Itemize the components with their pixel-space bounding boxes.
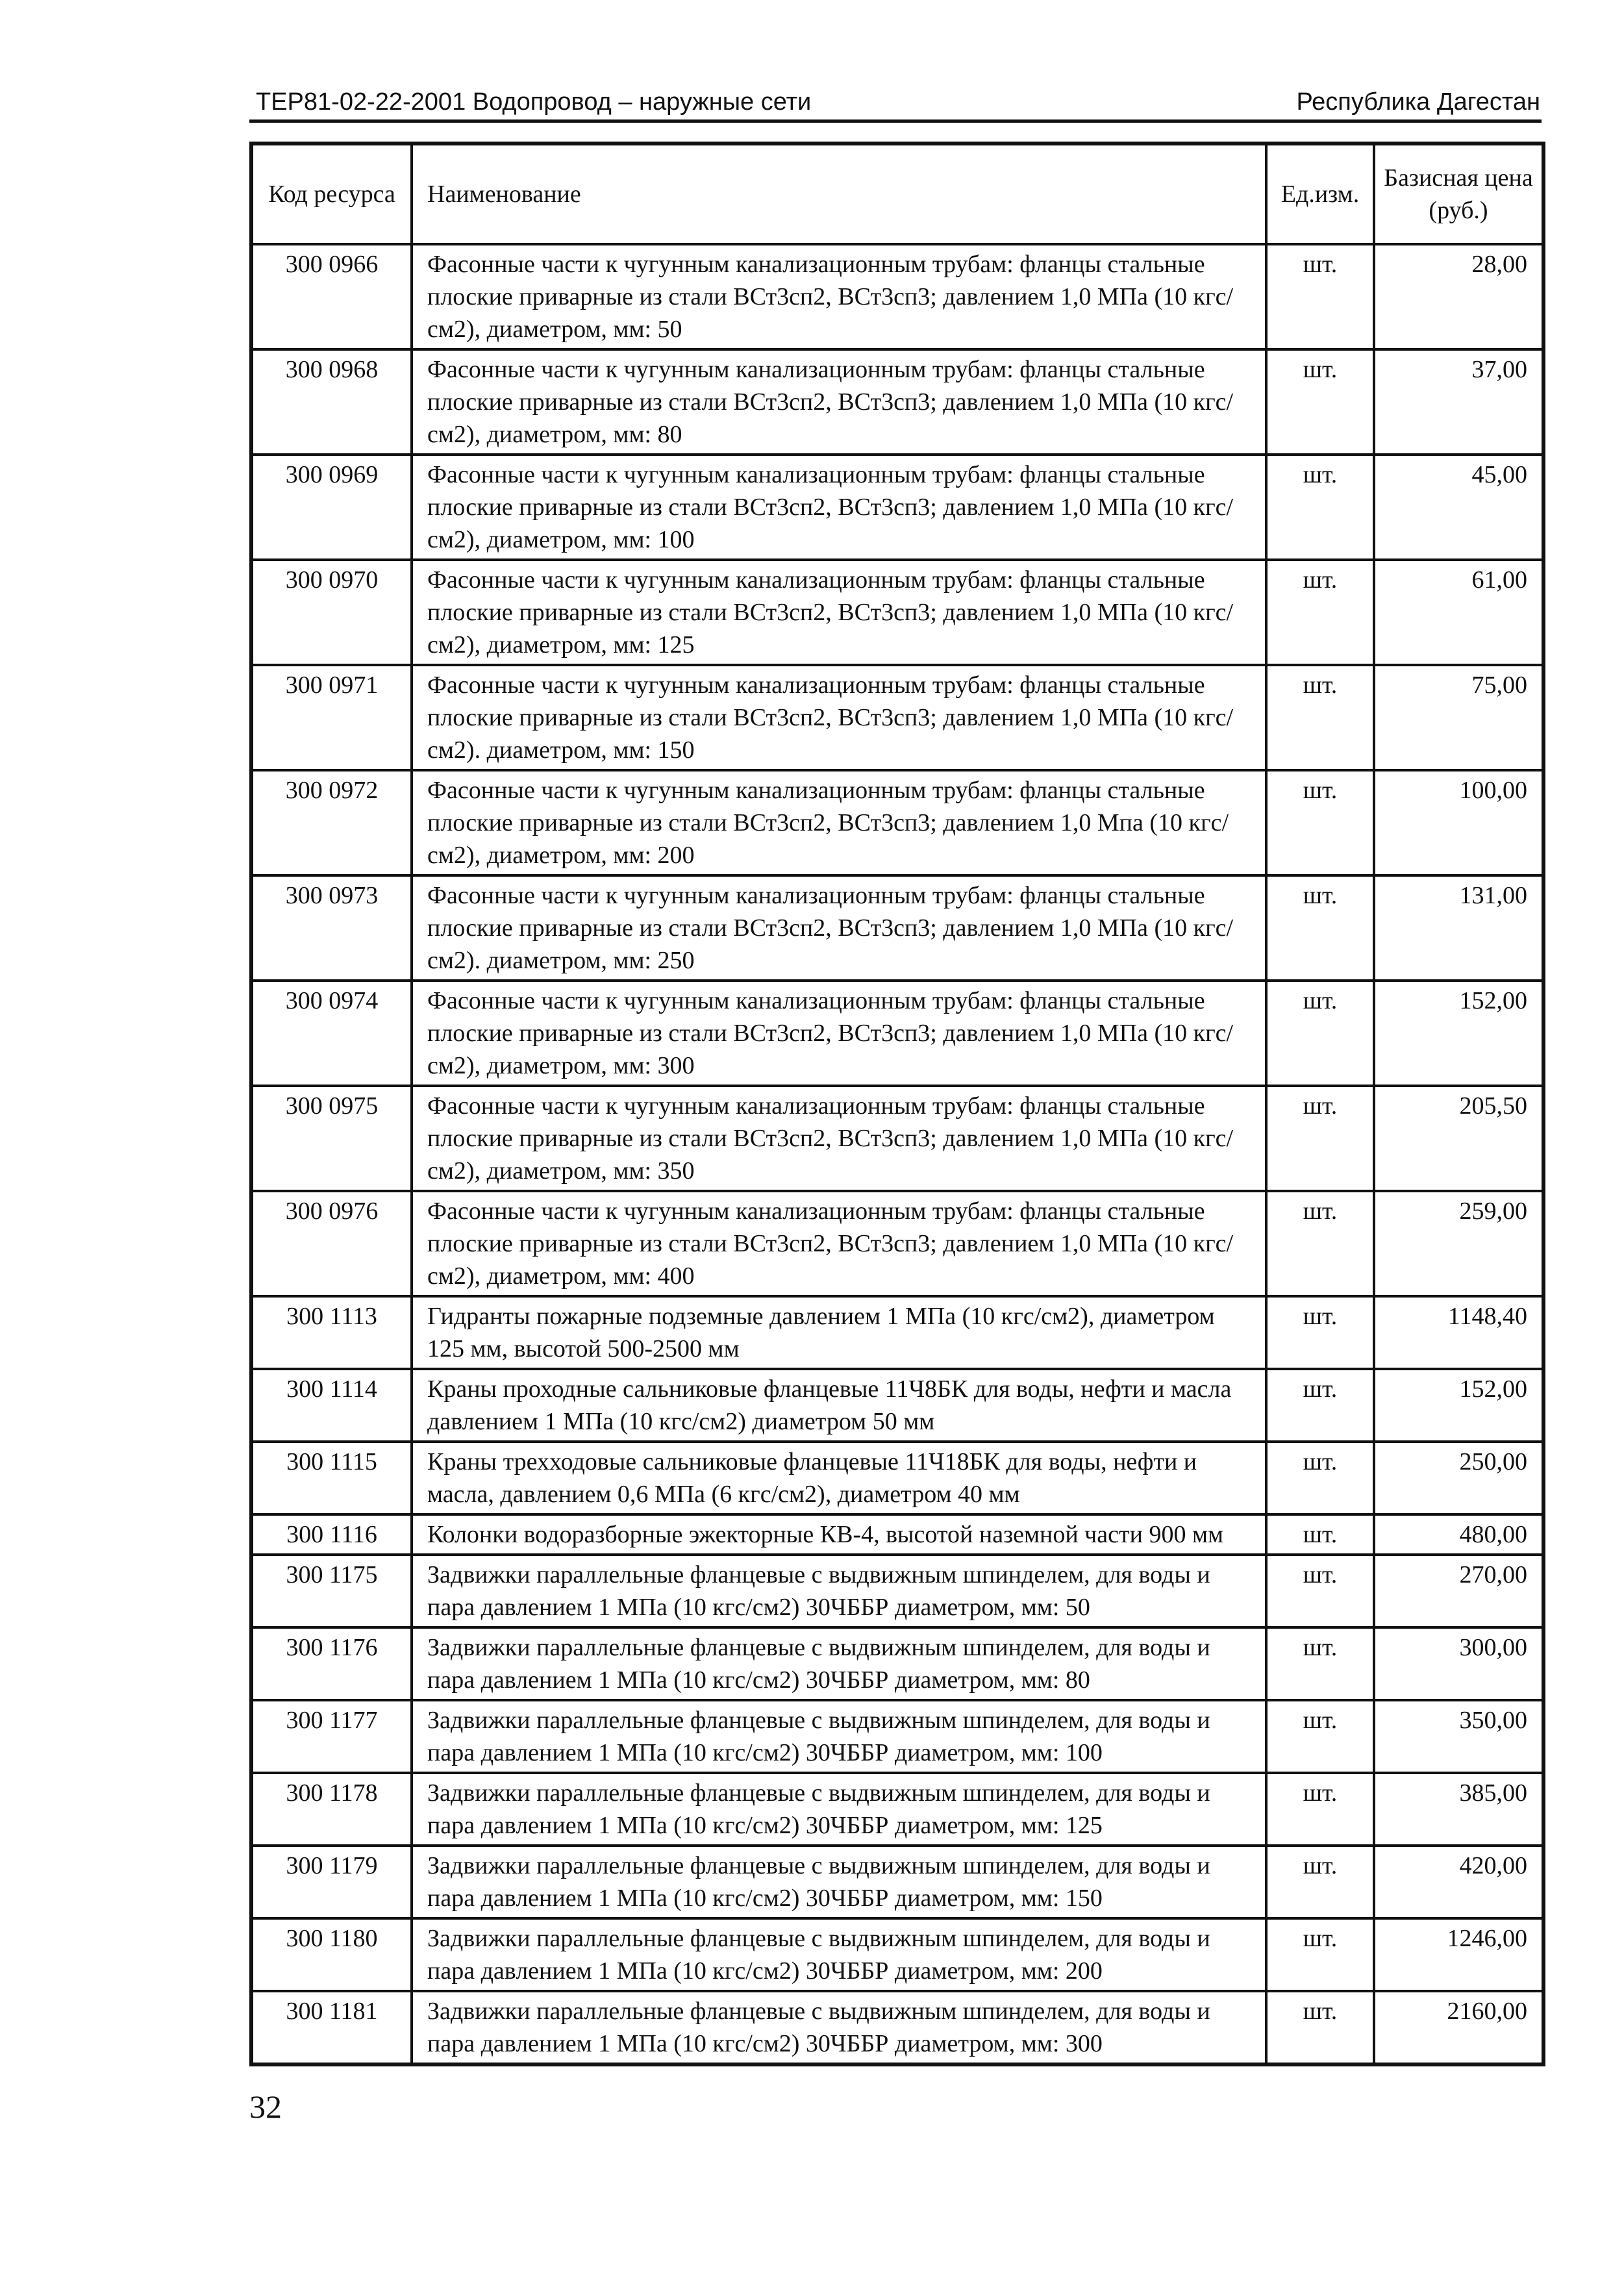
cell-unit: шт. <box>1266 1991 1374 2064</box>
cell-resource-code: 300 1178 <box>251 1773 412 1846</box>
cell-unit: шт. <box>1266 770 1374 875</box>
cell-base-price: 61,00 <box>1374 560 1543 665</box>
cell-unit: шт. <box>1266 244 1374 349</box>
cell-unit: шт. <box>1266 1918 1374 1991</box>
cell-resource-name: Задвижки параллельные фланцевые с выдвижным шпинделем, для воды и пара давлением 1 МПа (10 кгс/см2) 30ЧББР диаметром, мм: 200 <box>412 1918 1266 1991</box>
cell-unit: шт. <box>1266 560 1374 665</box>
table-row <box>251 455 1543 560</box>
table-row <box>251 770 1543 875</box>
cell-base-price: 420,00 <box>1374 1846 1543 1918</box>
cell-resource-name: Фасонные части к чугунным канализационным трубам: фланцы стальные плоские приварные из стали ВСт3сп2, ВСт3сп3; давлением 1,0 Мпа (10 кгс/см2), диаметром, мм: 200 <box>412 770 1266 875</box>
cell-unit: шт. <box>1266 1627 1374 1700</box>
cell-unit: шт. <box>1266 1296 1374 1369</box>
table-row <box>251 1514 1543 1555</box>
cell-base-price: 152,00 <box>1374 981 1543 1086</box>
cell-unit: шт. <box>1266 1514 1374 1555</box>
running-header <box>249 82 1542 123</box>
cell-unit: шт. <box>1266 1846 1374 1918</box>
table-row <box>251 981 1543 1086</box>
cell-unit: шт. <box>1266 1086 1374 1191</box>
cell-base-price: 385,00 <box>1374 1773 1543 1846</box>
cell-base-price: 480,00 <box>1374 1514 1543 1555</box>
cell-resource-code: 300 0971 <box>251 665 412 770</box>
cell-unit: шт. <box>1266 1369 1374 1442</box>
cell-unit: шт. <box>1266 1442 1374 1514</box>
cell-resource-code: 300 1180 <box>251 1918 412 1991</box>
cell-resource-name: Задвижки параллельные фланцевые с выдвижным шпинделем, для воды и пара давлением 1 МПа (10 кгс/см2) 30ЧББР диаметром, мм: 150 <box>412 1846 1266 1918</box>
cell-resource-name: Фасонные части к чугунным канализационным трубам: фланцы стальные плоские приварные из стали ВСт3сп2, ВСт3сп3; давлением 1,0 МПа (10 кгс/см2), диаметром, мм: 50 <box>412 244 1266 349</box>
cell-resource-name: Фасонные части к чугунным канализационным трубам: фланцы стальные плоские приварные из стали ВСт3сп2, ВСт3сп3; давлением 1,0 МПа (10 кгс/см2), диаметром, мм: 100 <box>412 455 1266 560</box>
cell-base-price: 259,00 <box>1374 1191 1543 1296</box>
table-row <box>251 1991 1543 2064</box>
cell-unit: шт. <box>1266 1773 1374 1846</box>
cell-base-price: 131,00 <box>1374 875 1543 981</box>
cell-resource-name: Фасонные части к чугунным канализационным трубам: фланцы стальные плоские приварные из стали ВСт3сп2, ВСт3сп3; давлением 1,0 МПа (10 кгс/см2). диаметром, мм: 150 <box>412 665 1266 770</box>
cell-base-price: 1246,00 <box>1374 1918 1543 1991</box>
column-header-unit: Ед.изм. <box>1266 144 1374 244</box>
document-title: ТЕР81-02-22-2001 Водопровод – наружные сети <box>256 88 812 116</box>
table-row <box>251 1555 1543 1627</box>
cell-unit: шт. <box>1266 875 1374 981</box>
table-row <box>251 1086 1543 1191</box>
cell-resource-name: Фасонные части к чугунным канализационным трубам: фланцы стальные плоские приварные из стали ВСт3сп2, ВСт3сп3; давлением 1,0 МПа (10 кгс/см2), диаметром, мм: 80 <box>412 349 1266 455</box>
cell-resource-code: 300 0976 <box>251 1191 412 1296</box>
table-row <box>251 1918 1543 1991</box>
table-row <box>251 1369 1543 1442</box>
cell-resource-code: 300 1113 <box>251 1296 412 1369</box>
cell-resource-name: Краны проходные сальниковые фланцевые 11Ч8БК для воды, нефти и масла давлением 1 МПа (10 кгс/см2) диаметром 50 мм <box>412 1369 1266 1442</box>
cell-base-price: 270,00 <box>1374 1555 1543 1627</box>
cell-resource-code: 300 0970 <box>251 560 412 665</box>
cell-base-price: 152,00 <box>1374 1369 1543 1442</box>
cell-resource-code: 300 0974 <box>251 981 412 1086</box>
table-row <box>251 244 1543 349</box>
cell-resource-name: Задвижки параллельные фланцевые с выдвижным шпинделем, для воды и пара давлением 1 МПа (10 кгс/см2) 30ЧББР диаметром, мм: 100 <box>412 1700 1266 1773</box>
cell-base-price: 100,00 <box>1374 770 1543 875</box>
table-row <box>251 1191 1543 1296</box>
table-row <box>251 560 1543 665</box>
cell-resource-code: 300 1179 <box>251 1846 412 1918</box>
cell-resource-code: 300 0968 <box>251 349 412 455</box>
cell-resource-code: 300 0972 <box>251 770 412 875</box>
table-row <box>251 1627 1543 1700</box>
cell-resource-code: 300 1176 <box>251 1627 412 1700</box>
table-row <box>251 349 1543 455</box>
cell-base-price: 350,00 <box>1374 1700 1543 1773</box>
table-row <box>251 1773 1543 1846</box>
cell-resource-name: Задвижки параллельные фланцевые с выдвижным шпинделем, для воды и пара давлением 1 МПа (10 кгс/см2) 30ЧББР диаметром, мм: 80 <box>412 1627 1266 1700</box>
cell-resource-code: 300 0966 <box>251 244 412 349</box>
cell-unit: шт. <box>1266 981 1374 1086</box>
table-row <box>251 1442 1543 1514</box>
cell-base-price: 300,00 <box>1374 1627 1543 1700</box>
cell-unit: шт. <box>1266 349 1374 455</box>
cell-resource-name: Фасонные части к чугунным канализационным трубам: фланцы стальные плоские приварные из стали ВСт3сп2, ВСт3сп3; давлением 1,0 МПа (10 кгс/см2). диаметром, мм: 250 <box>412 875 1266 981</box>
cell-resource-name: Фасонные части к чугунным канализационным трубам: фланцы стальные плоские приварные из стали ВСт3сп2, ВСт3сп3; давлением 1,0 МПа (10 кгс/см2), диаметром, мм: 400 <box>412 1191 1266 1296</box>
cell-resource-code: 300 1177 <box>251 1700 412 1773</box>
cell-base-price: 28,00 <box>1374 244 1543 349</box>
cell-resource-name: Гидранты пожарные подземные давлением 1 МПа (10 кгс/см2), диаметром 125 мм, высотой 500-2500 мм <box>412 1296 1266 1369</box>
cell-unit: шт. <box>1266 1191 1374 1296</box>
table-header-row <box>251 144 1543 244</box>
cell-resource-name: Фасонные части к чугунным канализационным трубам: фланцы стальные плоские приварные из стали ВСт3сп2, ВСт3сп3; давлением 1,0 МПа (10 кгс/см2), диаметром, мм: 300 <box>412 981 1266 1086</box>
cell-resource-name: Краны трехходовые сальниковые фланцевые 11Ч18БК для воды, нефти и масла, давлением 0,6 МПа (6 кгс/см2), диаметром 40 мм <box>412 1442 1266 1514</box>
resource-price-table <box>249 142 1545 2066</box>
cell-resource-code: 300 1115 <box>251 1442 412 1514</box>
column-header-code: Код ресурса <box>251 144 412 244</box>
table-row <box>251 1846 1543 1918</box>
column-header-name: Наименование <box>412 144 1266 244</box>
cell-unit: шт. <box>1266 1700 1374 1773</box>
table-body <box>251 244 1543 2064</box>
table-row <box>251 665 1543 770</box>
cell-resource-name: Задвижки параллельные фланцевые с выдвижным шпинделем, для воды и пара давлением 1 МПа (10 кгс/см2) 30ЧББР диаметром, мм: 50 <box>412 1555 1266 1627</box>
cell-resource-code: 300 0969 <box>251 455 412 560</box>
cell-resource-name: Задвижки параллельные фланцевые с выдвижным шпинделем, для воды и пара давлением 1 МПа (10 кгс/см2) 30ЧББР диаметром, мм: 300 <box>412 1991 1266 2064</box>
table-row <box>251 1700 1543 1773</box>
cell-unit: шт. <box>1266 665 1374 770</box>
table-row <box>251 1296 1543 1369</box>
cell-resource-name: Фасонные части к чугунным канализационным трубам: фланцы стальные плоские приварные из стали ВСт3сп2, ВСт3сп3; давлением 1,0 МПа (10 кгс/см2), диаметром, мм: 125 <box>412 560 1266 665</box>
cell-unit: шт. <box>1266 455 1374 560</box>
cell-resource-code: 300 0975 <box>251 1086 412 1191</box>
cell-base-price: 205,50 <box>1374 1086 1543 1191</box>
cell-base-price: 1148,40 <box>1374 1296 1543 1369</box>
cell-resource-code: 300 1114 <box>251 1369 412 1442</box>
cell-base-price: 37,00 <box>1374 349 1543 455</box>
cell-base-price: 2160,00 <box>1374 1991 1543 2064</box>
cell-resource-name: Фасонные части к чугунным канализационным трубам: фланцы стальные плоские приварные из стали ВСт3сп2, ВСт3сп3; давлением 1,0 МПа (10 кгс/см2), диаметром, мм: 350 <box>412 1086 1266 1191</box>
column-header-price: Базисная цена (руб.) <box>1374 144 1543 244</box>
table-row <box>251 875 1543 981</box>
cell-unit: шт. <box>1266 1555 1374 1627</box>
cell-resource-code: 300 1181 <box>251 1991 412 2064</box>
cell-resource-code: 300 1175 <box>251 1555 412 1627</box>
cell-resource-code: 300 1116 <box>251 1514 412 1555</box>
cell-resource-name: Задвижки параллельные фланцевые с выдвижным шпинделем, для воды и пара давлением 1 МПа (10 кгс/см2) 30ЧББР диаметром, мм: 125 <box>412 1773 1266 1846</box>
cell-base-price: 250,00 <box>1374 1442 1543 1514</box>
cell-base-price: 75,00 <box>1374 665 1543 770</box>
region-name: Республика Дагестан <box>1296 88 1540 116</box>
cell-resource-code: 300 0973 <box>251 875 412 981</box>
cell-base-price: 45,00 <box>1374 455 1543 560</box>
cell-resource-name: Колонки водоразборные эжекторные КВ-4, высотой наземной части 900 мм <box>412 1514 1266 1555</box>
page-number: 32 <box>249 2088 282 2125</box>
